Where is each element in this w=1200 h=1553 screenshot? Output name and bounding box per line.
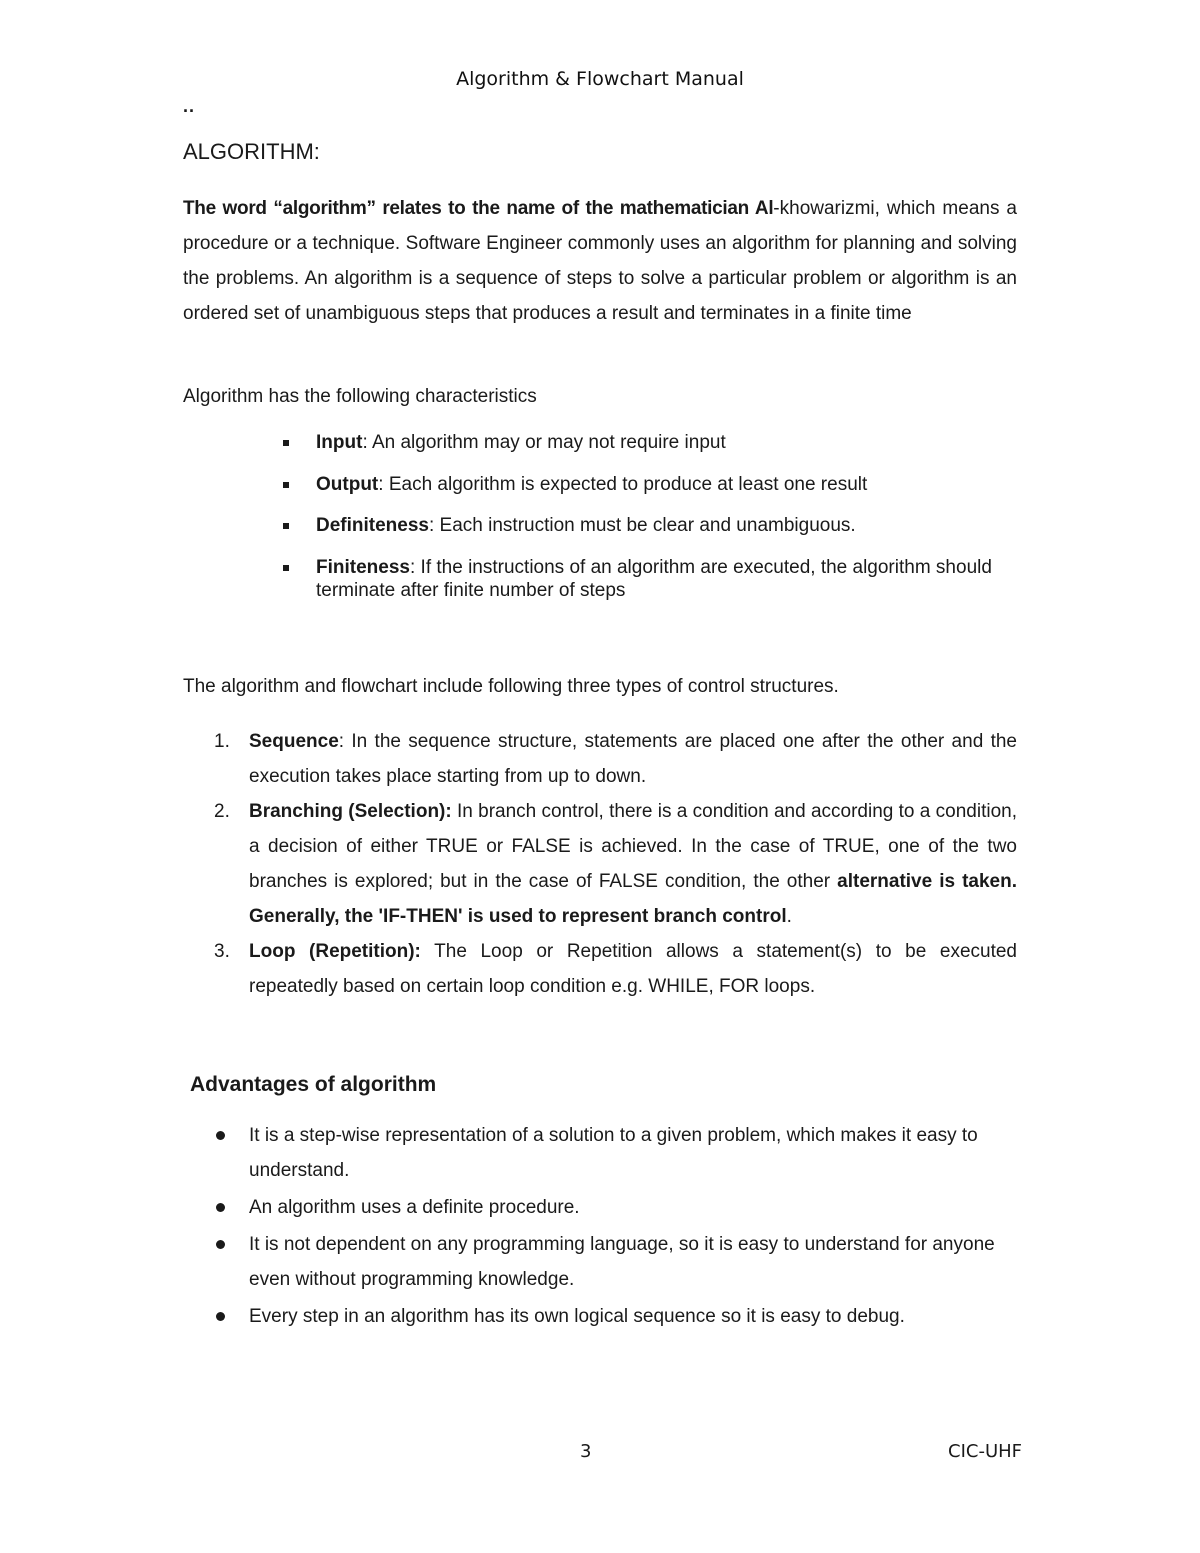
list-item	[283, 431, 1003, 454]
advantage-text: An algorithm uses a definite procedure.	[249, 1197, 580, 1218]
control-term: Sequence	[249, 731, 339, 752]
section-heading-colon: :	[313, 139, 320, 164]
intro-rest-text: -khowarizmi, which means a procedure or a technique. Software Engineer commonly uses an algorithm for planning and solving the problems. An algorithm is a sequence of steps to solve a particular problem or algorithm is an ordered set of unambiguous steps that produces a result and terminates in a finite time	[183, 198, 1017, 324]
characteristics-list	[283, 431, 1003, 602]
list-item	[283, 556, 1003, 602]
page-header-title: Algorithm & Flowchart Manual	[456, 68, 744, 90]
page-number: 3	[580, 1441, 592, 1462]
advantages-heading: Advantages of algorithm	[190, 1073, 437, 1096]
intro-bold-text: The word “algorithm” relates to the name of the mathematician Al	[183, 198, 774, 219]
square-bullet-icon	[283, 565, 289, 571]
characteristic-text: An algorithm may or may not require input	[371, 432, 726, 453]
control-text: In the sequence structure, statements are placed one after the other and the execution takes place starting from up to down.	[249, 731, 1017, 787]
control-sep	[421, 941, 434, 962]
characteristic-term: Output	[316, 474, 379, 495]
control-bold-tail: alternative is taken. Generally, the 'IF-THEN' is used to represent branch control	[249, 871, 1017, 927]
advantage-text: It is a step-wise representation of a solution to a given problem, which makes it easy to understand.	[249, 1125, 978, 1181]
list-item	[283, 514, 1003, 537]
characteristic-sep: :	[409, 557, 421, 578]
round-bullet-icon	[216, 1131, 225, 1140]
section-heading	[183, 139, 320, 165]
control-text: The Loop or Repetition allows a statement(s) to be executed repeatedly based on certain loop condition e.g. WHILE, FOR loops.	[249, 941, 1018, 997]
round-bullet-icon	[216, 1203, 225, 1212]
square-bullet-icon	[283, 482, 289, 488]
characteristic-sep: :	[428, 515, 440, 536]
control-structures-intro: The algorithm and flowchart include following three types of control structures.	[183, 676, 839, 697]
control-end: .	[786, 906, 792, 927]
characteristics-intro: Algorithm has the following characteristics	[183, 386, 537, 407]
round-bullet-icon	[216, 1312, 225, 1321]
square-bullet-icon	[283, 523, 289, 529]
characteristic-text: Each algorithm is expected to produce at least one result	[388, 474, 868, 495]
list-item	[214, 724, 1017, 794]
characteristic-term: Definiteness	[316, 515, 429, 536]
intro-paragraph	[183, 191, 1017, 331]
advantages-list	[214, 1118, 1014, 1336]
list-item	[214, 1299, 1014, 1334]
list-number: 3.	[214, 941, 230, 962]
control-text: In branch control, there is a condition and according to a condition, a decision of either TRUE or FALSE is achieved. In the case of TRUE, one of the two branches is explored; but in the case of FALSE condition, the other	[249, 801, 1017, 892]
square-bullet-icon	[283, 440, 289, 446]
list-item	[214, 1190, 1014, 1225]
section-heading-text: ALGORITHM	[183, 139, 314, 164]
advantage-text: It is not dependent on any programming language, so it is easy to understand for anyone even without programming knowledge.	[249, 1234, 995, 1290]
list-item	[214, 1118, 1014, 1188]
advantage-text: Every step in an algorithm has its own logical sequence so it is easy to debug.	[249, 1306, 905, 1327]
characteristic-sep: :	[362, 432, 372, 453]
characteristic-text: Each instruction must be clear and unambiguous.	[439, 515, 856, 536]
control-term: Loop (Repetition):	[249, 941, 421, 962]
characteristic-text: If the instructions of an algorithm are executed, the algorithm should terminate after finite number of steps	[316, 557, 992, 601]
control-term: Branching (Selection):	[249, 801, 452, 822]
footer-label: CIC-UHF	[948, 1441, 1023, 1462]
round-bullet-icon	[216, 1240, 225, 1249]
characteristic-sep: :	[378, 474, 389, 495]
header-dots: ..	[183, 96, 196, 116]
list-item	[214, 934, 1017, 1004]
list-number: 2.	[214, 801, 230, 822]
list-item	[214, 1227, 1014, 1297]
characteristic-term: Input	[316, 432, 363, 453]
list-item	[283, 473, 1003, 496]
characteristic-term: Finiteness	[316, 557, 410, 578]
list-item	[214, 794, 1017, 934]
list-number: 1.	[214, 731, 230, 752]
control-structures-list	[214, 724, 1017, 1004]
control-sep: :	[338, 731, 352, 752]
